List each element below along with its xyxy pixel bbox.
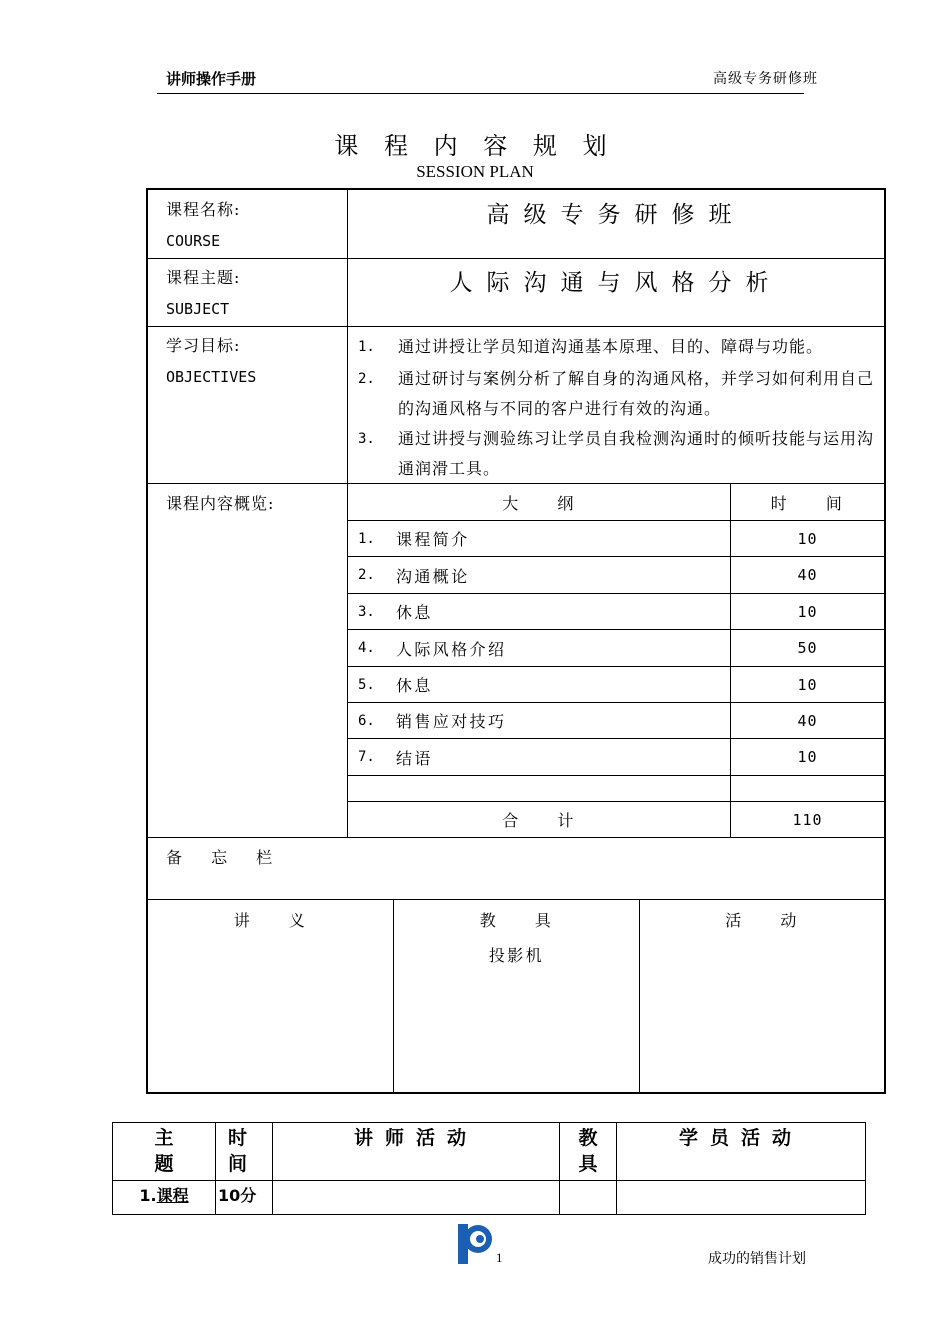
outline-row-time: 10: [797, 529, 818, 548]
outline-column-header: 大 纲: [502, 493, 576, 513]
page-number: 1: [496, 1250, 503, 1265]
outline-row: 7. 结语: [358, 748, 433, 768]
outline-row: 1. 课程简介: [358, 530, 470, 549]
trainer-activity-cell: [273, 1181, 560, 1215]
outline-row: 5. 休息: [358, 676, 433, 695]
outline-row-time: 40: [797, 566, 818, 584]
objective-item: 2. 通过研讨与案例分析了解自身的沟通风格，并学习如何利用自己的沟通风格与不同的客户进行有效的沟通。: [358, 369, 875, 418]
subject-label: 课程主题: SUBJECT: [166, 268, 241, 318]
memo-label: 备 忘 栏: [166, 848, 285, 867]
footer-text: 成功的销售计划: [708, 1251, 806, 1267]
total-value: 110: [792, 810, 823, 829]
topic-header: 主题: [113, 1123, 216, 1181]
header-divider: [157, 93, 804, 94]
subject-value: 人际沟通与风格分析: [449, 270, 783, 296]
activity-header: 活 动: [725, 910, 799, 930]
course-value: 高级专务研修班: [486, 202, 746, 228]
outline-row: 3. 休息: [358, 603, 433, 622]
header-manual-title: 讲师操作手册: [166, 70, 257, 88]
outline-row-time: 10: [797, 675, 818, 694]
outline-row: 4. 人际风格介绍: [358, 639, 507, 659]
outline-row-time: 10: [797, 748, 818, 766]
activity-table: [112, 1122, 866, 1215]
objective-item: 1. 通过讲授让学员知道沟通基本原理、目的、障碍与功能。: [358, 337, 824, 356]
equipment-header: 教 具: [479, 910, 554, 930]
objectives-label: 学习目标: OBJECTIVES: [166, 336, 257, 386]
trainee-activity-cell: [617, 1181, 866, 1215]
time-cell: 10分: [216, 1181, 273, 1215]
equipment-value: 投影机: [488, 945, 545, 965]
trainee-activity-header: 学员活动: [617, 1123, 866, 1181]
outline-row: 6. 销售应对技巧: [358, 712, 507, 731]
trainer-activity-header: 讲师活动: [273, 1123, 560, 1181]
header-course-title: 高级专务研修班: [713, 71, 818, 87]
outline-row: 2. 沟通概论: [358, 566, 470, 586]
objective-item: 3. 通过讲授与测验练习让学员自我检测沟通时的倾听技能与运用沟通润滑工具。: [358, 429, 875, 478]
outline-row-time: 50: [797, 639, 818, 657]
page-title: 课 程 内 容 规 划: [334, 132, 616, 160]
time-header: 时间: [216, 1123, 273, 1181]
handout-header: 讲 义: [233, 910, 308, 930]
course-label: 课程名称: COURSE: [166, 200, 241, 250]
company-logo-icon: [458, 1224, 494, 1268]
tools-header: 教具: [560, 1123, 617, 1181]
topic-cell: 1.课程: [113, 1181, 216, 1215]
outline-row-time: 10: [797, 602, 818, 621]
outline-row-time: 40: [797, 711, 818, 730]
overview-label: 课程内容概览:: [166, 494, 275, 513]
total-label: 合 计: [502, 811, 576, 830]
tools-cell: [560, 1181, 617, 1215]
page-subtitle: SESSION PLAN: [416, 162, 534, 181]
time-column-header: 时 间: [770, 493, 845, 513]
session-plan-table: [146, 188, 886, 1094]
